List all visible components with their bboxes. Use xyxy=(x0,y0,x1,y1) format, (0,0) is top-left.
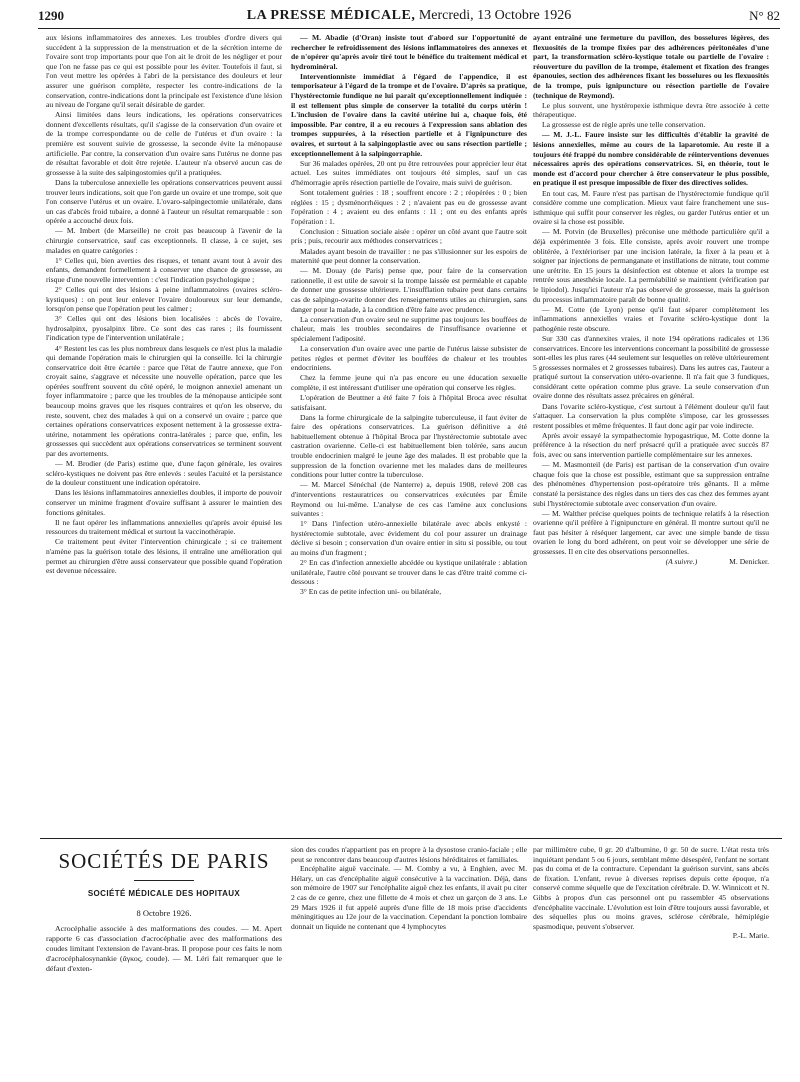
paragraph: Le plus souvent, une hystéropexie isthmique devra être associée à cette thérapeutique. xyxy=(533,100,769,120)
paragraph: — M. Douay (de Paris) pense que, pour faire de la conservation rationnelle, il est utile de savoir si la trompe laissée est perméable et capable de donner une grossesse ultérieure. L'insufflation tubaire peut dans certains cas de salpingo-ovarite donner des renseignements utiles au chirurgien, sans danger pour la malade, à la condition d'être faite avec prudence. xyxy=(291,266,527,314)
bottom-column-middle xyxy=(291,845,527,1075)
paragraph: Sur 330 cas d'annexites vraies, il note 194 opérations radicales et 136 conservatrices. Encore les interventions concernant la possibilité de grossesse sont-elles les plus rares (44 seulement sur lesquelles on relève ultérieurement 5 grossesses normales et 2 grossesses tubaires). Dans les autres cas, l'auteur a pratiqué surtout la conservation utéro-ovarienne. Il n'a fait que 3 fundiques, considérant cette opération comme plus grave. La seule conservation d'un ovaire donne des résultats assez précaires en général. xyxy=(533,333,769,401)
paragraph: — M. Masmonteil (de Paris) est partisan de la conservation d'un ovaire chaque fois que la chose est possible, estimant que sa suppression entraîne des phénomènes d'hypertension post-opératoire très gênants. Il a même constaté la persistance des règles dans un tiers des cas chez des femmes ayant subi l'hystérectomie subtotale avec conservation d'un ovaire. xyxy=(533,460,769,508)
paragraph: — M. Marcel Sénéchal (de Nanterre) a, depuis 1908, relevé 208 cas d'interventions restauratrices ou conservatrices exécutées par Émile Reymond ou lui-même. L'analyse de ces cas l'amène aux conclusions suivantes : xyxy=(291,480,527,519)
paragraph: Ce traitement peut éviter l'intervention chirurgicale ; si ce traitement n'amène pas la guérison totale des lésions, il entraîne une amélioration qui permet au chirurgien d'être aussi conservateur que possible quand l'opération est devenue nécessaire. xyxy=(46,537,282,576)
paragraph: — M. Imbert (de Marseille) ne croit pas beaucoup à l'avenir de la chirurgie conservatrice, sauf cas exceptionnels. Il classe, à ce sujet, ses malades en quatre catégories : xyxy=(46,226,282,255)
paragraph: 1° Celles qui, bien averties des risques, et tenant avant tout à avoir des enfants, demandent formellement à conserver une chance de grossesse, au risque d'une nouvelle intervention : c'est l'indication psychologique ; xyxy=(46,255,282,284)
paragraph: Encéphalite aiguë vaccinale. — M. Comby a vu, à Enghien, avec M. Hélary, un cas d'encéphalite aiguë consécutive à la vaccination. Déjà, dans son mémoire de 1907 sur l'encéphalite aiguë chez les enfants, il avait pu citer 2 cas de ce genre, chez une fillette de 4 mois et chez un garçon de 3 ans. Le 29 Mars 1926 il fut appelé auprès d'une fille de 18 mois prise d'accidents méningitiques au 12e jour de la vaccination. Cependant la ponction lombaire donnait un liquide ne contenant que 4 lymphocytes xyxy=(291,864,527,931)
paragraph: 4° Restent les cas les plus nombreux dans lesquels ce n'est plus la maladie qui demande l'opération mais le chirurgien qui la conseille. Ici la chirurgie conservatrice doit être écartée : parce que l'état de l'autre annexe, que l'on croyait saine, s'aggrave et nécessite une nouvelle opération, parce que les opérées souffrent souvent du côté opéré, le moignon annexiel amenant un foyer inflammatoire ; parce que les troubles de la ménopause anticipée sont beaucoup moins graves que les risques contraires et qu'on les observe, du reste, souvent, chez des malades à qui on a conservé un ovaire ; parce que certaines opérations conservatrices exposent nettement à la grossesse extra-utérine, notamment les opérations contra-latérales ; parce que, enfin, les grossesses qui succèdent aux opérations conservatrices se terminent souvent par des avortements. xyxy=(46,343,282,459)
paragraph: Dans la tuberculose annexielle les opérations conservatrices peuvent aussi trouver leurs indications, soit que l'on garde un ovaire et une trompe, soit que l'on conserve l'utérus et un ovaire. L'ovaro-salpingectomie unilatérale, dans un cas d'abcès froid tubaire, a donné à l'auteur un résultat remarquable : son opérée a accouché deux fois. xyxy=(46,177,282,226)
page-header xyxy=(38,6,780,29)
paragraph: La grossesse est de règle après une telle conservation. xyxy=(542,120,706,130)
paragraph: 2° Celles qui ont des lésions à peine inflammatoires (ovaires scléro-kystiques) : on peut leur enlever l'ovaire douloureux sur leur demande, lorsqu'on pense que l'opération peut les calmer ; xyxy=(46,284,282,314)
masthead xyxy=(38,8,780,24)
paragraph: Interventionniste immédiat à l'égard de l'appendice, il est temporisateur à l'égard de la trompe et de l'ovaire. D'après sa pratique, l'hystérectomie fundique ne lui paraît qu'exceptionnellement indiquée : il est tellement plus simple de conserver la totalité du corps utérin ! L'inclusion de l'ovaire dans la cavité utérine lui a, chaque fois, été impossible. Par contre, il a eu recours à l'expression sans ablation des trompes suppurées, à la résection partielle et à l'ignipuncture des ovaires, et surtout à la salpingoplastie avec ou sans résection partielle ; exceptionnellement à la salpingorraphie. xyxy=(291,71,527,158)
paragraph: 1° Dans l'infection utéro-annexielle bilatérale avec abcès enkysté : hystérectomie subtotale, avec évidement du col pour assurer un drainage déclive si besoin ; conservation d'un ovaire entier in situ si possible, ou tout au moins d'un fragment ; xyxy=(291,519,527,557)
page-number: 1290 xyxy=(38,8,64,23)
paragraph: — M. Walther précise quelques points de technique relatifs à la résection ovarienne qu'il préfère à l'ignipuncture en général. Il montre surtout qu'il ne faut pas hésiter à réséquer largement, car avec une simple bande de tissu ovarien le long du bord adhérent, on peut voir se développer une série de grossesses. Il en cite des observations personnelles. xyxy=(533,508,769,556)
section-divider xyxy=(40,838,782,839)
paragraph: En tout cas, M. Faure n'est pas partisan de l'hystérectomie fundique qu'il considère comme une complication. Mieux vaut faire franchement une sus-isthmique qui suffit pour conserver les règles, ou garder l'utérus entier et un ovaire si la chose est possible. xyxy=(533,188,769,227)
paragraph: Ainsi limitées dans leurs indications, les opérations conservatrices donnent d'excellents résultats, qu'il s'agisse de la conservation d'un ovaire et de la trompe correspondante ou de celle de l'utérus et d'un ovaire : la première est souvent suivie de grossesse, la seconde évite la ménopause artificielle. Par contre, la conservation d'un ovaire sans l'utérus ne donne pas de résultat favorable et doit être rejetée. L'auteur n'a observé aucun cas de grossesse à la suite des salpingostomies qu'il a pratiquées. xyxy=(46,110,282,177)
session-date: 8 Octobre 1926. xyxy=(136,908,192,918)
column-left xyxy=(46,33,282,828)
society-name: SOCIÉTÉ MÉDICALE DES HOPITAUX xyxy=(87,889,241,898)
paragraph: Malades ayant besoin de travailler : ne pas s'illusionner sur les espoirs de maternité que peut donner la conservation. xyxy=(291,246,527,266)
paragraph: 3° En cas de petite infection uni- ou bilatérale, xyxy=(300,587,442,597)
paragraph: — M. J.-L. Faure insiste sur les difficultés d'établir la gravité de lésions annexielles, même au cours de la laparotomie. Au reste il a toujours été frappé du nombre considérable de réinterventions devenues nécessaires après des opérations conservatrices. Si, en théorie, tout le monde est d'accord pour chercher à être conservateur le plus possible, en pratique il est presque impossible de fixer des directives solides. xyxy=(533,130,769,188)
paragraph: Chez la femme jeune qui n'a pas encore eu une éducation sexuelle complète, il est intéressant d'utiliser une opération qui conserve les règles. xyxy=(291,373,527,392)
author-signature: P.-L. Marie. xyxy=(732,931,769,941)
societes-block xyxy=(46,845,282,1075)
issue-number: N° 82 xyxy=(749,8,780,23)
paragraph: La conservation d'un ovaire seul ne supprime pas toujours les bouffées de chaleur, mais les troubles secondaires de l'insuffisance ovarienne et spécialement l'adiposité. xyxy=(291,314,527,343)
column-right xyxy=(533,33,769,828)
paragraph: Conclusion : Situation sociale aisée : opérer un côté avant que l'autre soit pris ; puis, recourir aux méthodes conservatrices ; xyxy=(291,226,527,246)
issue-date: Mercredi, 13 Octobre 1926 xyxy=(418,8,572,23)
paragraph: ayant entraîné une fermeture du pavillon, des bosselures légères, des flexuosités de la trompe fixées par des adhérences péritonéales d'une part, la transformation scléro-kystique totale ou partielle de l'ovaire : réouverture du pavillon de la trompe, étalement et fixation des franges épanouies, section des adhérences fixant les bosselures ou les flexuosités de la trompe, puis ignipuncture ou résection partielle de l'ovaire (technique de Reymond). xyxy=(533,33,769,100)
bottom-column-right xyxy=(533,845,769,1075)
paragraph: sion des coudes n'appartient pas en propre à la dysostose cranio-faciale ; elle peut se rencontrer dans beaucoup d'autres lésions héréditaires et familiales. xyxy=(291,845,527,864)
paragraph: Dans les lésions inflammatoires annexielles doubles, il importe de pouvoir conserver un minime fragment d'ovaire suffisant à assurer le maintien des fonctions génitales. xyxy=(46,488,282,517)
paragraph: Dans la forme chirurgicale de la salpingite tuberculeuse, il faut éviter de faire des opérations conservatrices. La guérison définitive a été habituellement obtenue à l'hôpital Broca par l'hystérectomie subtotale avec castration ovarienne. Celle-ci est habituellement bien tolérée, sans aucun trouble endocrinien malgré le jeune âge des malades. Il est probable que la suppression de la fonction ovarienne met les malades dans de meilleures conditions pour lutter contre la tuberculose. xyxy=(291,412,527,480)
paragraph: Dans l'ovarite scléro-kystique, c'est surtout à l'élément douleur qu'il faut s'attaquer. La conservation la plus complète s'impose, car les grossesses restent possibles et même fréquentes. Il faut donc agir par voie indirecte. xyxy=(533,401,769,430)
signature-line xyxy=(533,557,769,567)
paragraph: 2° En cas d'infection annexielle abcédée ou kystique unilatérale : ablation unilatérale, l'autre côté pouvant se trouver dans le cas d'être traité comme ci-dessous : xyxy=(291,558,527,587)
paragraph: aux lésions inflammatoires des annexes. Les troubles d'ordre divers qui succèdent à la suppression de la menstruation et de la sécrétion interne de l'ovaire sont trop importants pour que l'on ait le droit de les négliger et pour que l'on ne fasse pas ce qui est possible pour les éviter. Toutefois il faut, si l'on veut mettre les opérées à l'abri de la persistance des douleurs et leur assurer une guérison complète, respecter les contre-indications de la conservation, contre-indications dont la principale est l'existence d'une lésion au niveau de l'organe qu'il serait désirable de garder. xyxy=(46,33,282,110)
paragraph: Acrocéphalie associée à des malformations des coudes. — M. Apert rapporte 6 cas d'association d'acrocéphalie avec des malformations des coudes limitant l'extension de l'avant-bras. Il propose pour ces faits le nom d'acrocéphalosynankie (ἄγκος, coude). — M. Léri fait remarquer que le défaut d'exten- xyxy=(46,924,282,973)
paragraph: La conservation d'un ovaire avec une partie de l'utérus laisse subsister de petites règles et permet d'éviter les bouffées de chaleur et les troubles endocriniens. xyxy=(291,344,527,373)
column-middle xyxy=(291,33,527,828)
paragraph: Après avoir essayé la sympathectomie hypogastrique, M. Cotte donne la préférence à la résection du nerf présacré qu'il a pratiquée avec succès 87 fois, avec ou sans intervention partielle complémentaire sur les annexes. xyxy=(533,430,769,460)
paragraph: par millimètre cube, 0 gr. 20 d'albumine, 0 gr. 50 de sucre. L'état resta très inquiétant pendant 5 ou 6 jours, semblant même désespéré, l'enfant ne sortant pas du coma et de la contracture. Cependant la guérison survint, sans abcès de fixation. L'enfant, revue à diverses reprises depuis cette époque, n'a conservé comme séquelle que de l'excitation cérébrale. D. W. Winnicott et N. Gibbs à propos d'un cas personnel ont pu rassembler 45 observations d'encéphalite vaccinale. L'évolution est loin d'être toujours aussi favorable, et des séquelles plus ou moins graves, sclérose cérébrale, hémiplégie spasmodique, peuvent s'observer. xyxy=(533,845,769,931)
paragraph: — M. Brodier (de Paris) estime que, d'une façon générale, les ovaires scléro-kystiques ne doivent pas être enlevés : seules l'acuité et la persistance de la douleur constituent une indication opératoire. xyxy=(46,459,282,488)
author-signature: M. Denicker. xyxy=(729,557,769,567)
paragraph: — M. Abadie (d'Oran) insiste tout d'abord sur l'opportunité de rechercher le refroidissement des lésions inflammatoires des annexes et de n'opérer qu'après avoir tiré tout le bénéfice du traitement médical et hydrominéral. xyxy=(291,33,527,71)
journal-title: LA PRESSE MÉDICALE, xyxy=(246,8,416,23)
paragraph: — M. Potvin (de Bruxelles) préconise une méthode particulière qu'il a déjà expérimentée 3 fois. Elle consiste, après avoir rouvert une trompe oblitérée, à l'extérioriser par une incision latérale, la fixer à la peau et à soigner par injections de permanganate et instillations de nitrate, tout comme une urétrite. En 15 jours la désinfection est obtenue et alors la trompe est rentrée sous anesthésie locale. La perméabilité se maintient (vérification par le lipiodol). Jusqu'ici l'auteur n'a pas observé de grossesse, mais la guérison du processus inflammatoire paraît de bonne qualité. xyxy=(533,227,769,304)
section-title: SOCIÉTÉS DE PARIS xyxy=(58,849,270,873)
paragraph: — M. Cotte (de Lyon) pense qu'il faut séparer complètement les inflammations annexielles vraies et l'ovarite scléro-kystique dont la pathogénie reste obscure. xyxy=(533,304,769,333)
paragraph: L'opération de Beuttner a été faite 7 fois à l'hôpital Broca avec résultat satisfaisant. xyxy=(291,392,527,412)
title-rule xyxy=(134,880,194,881)
to-be-continued: (A suivre.) xyxy=(665,557,698,567)
paragraph: Sont totalement guéries : 18 ; souffrent encore : 2 ; réopérées : 0 ; bien réglées : 15 ; dysménorrhéiques : 2 ; n'avaient pas eu de grossesse avant l'opération : 4 ; avaient eu des enfants : 11 ; ont eu des enfants après l'opération : 1. xyxy=(291,188,527,226)
paragraph: 3° Celles qui ont des lésions bien localisées : abcès de l'ovaire, hydrosalpinx, pyosalpinx libre. Ce sont des cas rares ; ils fournissent l'indication type de l'intervention unilatérale ; xyxy=(46,314,282,343)
paragraph: Sur 36 malades opérées, 20 ont pu être retrouvées pour apprécier leur état actuel. Les suites immédiates ont toujours été simples, sauf un cas d'hémorragie après résection partielle de l'ovaire, mais suivi de guérison. xyxy=(291,158,527,187)
paragraph: Il ne faut opérer les inflammations annexielles qu'après avoir épuisé les ressources du traitement médical et surtout la vaccinothérapie. xyxy=(46,517,282,537)
